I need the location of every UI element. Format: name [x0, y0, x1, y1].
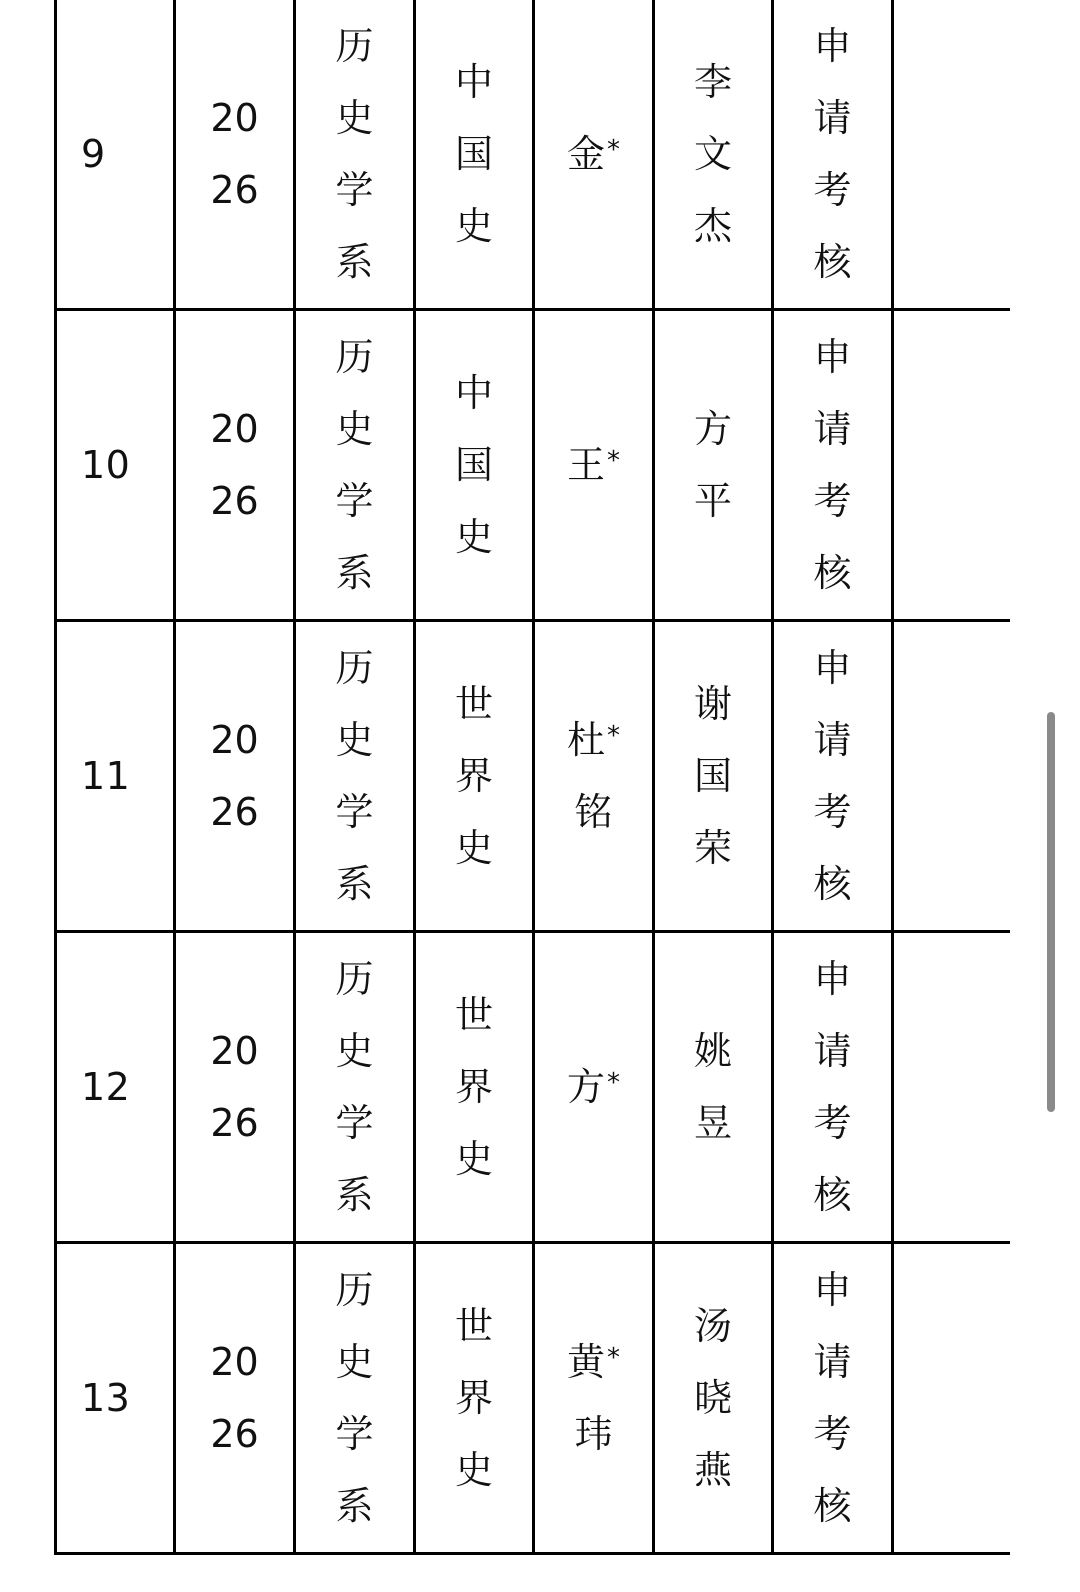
- department-char: 学: [335, 1412, 374, 1456]
- method-char: 核: [813, 1484, 852, 1528]
- method-char: 申: [813, 646, 852, 690]
- advisor-char: 方: [693, 407, 732, 451]
- major-cell: [415, 621, 534, 932]
- table-row: [56, 0, 1011, 310]
- department-char: 历: [335, 1268, 374, 1312]
- advisor-char: 平: [693, 479, 732, 523]
- year-part: 20: [210, 407, 259, 451]
- major-char: 史: [454, 1137, 493, 1181]
- method-char: 申: [813, 957, 852, 1001]
- masked-name-mark: *: [607, 1068, 620, 1098]
- major-char: 国: [454, 132, 493, 176]
- note-cell: [893, 621, 1011, 932]
- major-char: 界: [454, 1376, 493, 1420]
- note-cell: [893, 0, 1011, 310]
- masked-name-mark: *: [607, 135, 620, 165]
- major-char: 中: [454, 371, 493, 415]
- department-char: 史: [335, 1340, 374, 1384]
- advisor-char: 汤: [693, 1304, 732, 1348]
- department-cell: [295, 0, 415, 310]
- masked-name-mark: *: [607, 446, 620, 476]
- year-part: 26: [210, 790, 259, 834]
- advisor-cell: [654, 310, 773, 621]
- year-part: 20: [210, 96, 259, 140]
- department-char: 史: [335, 718, 374, 762]
- major-cell: [415, 0, 534, 310]
- student-char: 铭: [574, 790, 613, 834]
- advisor-char: 国: [693, 754, 732, 798]
- advisor-char: 谢: [693, 682, 732, 726]
- advisor-char: 晓: [693, 1376, 732, 1420]
- major-char: 国: [454, 443, 493, 487]
- method-char: 请: [813, 96, 852, 140]
- student-char: 方: [566, 1065, 605, 1109]
- student-char: 王: [566, 443, 605, 487]
- row-number: 12: [81, 1065, 131, 1109]
- method-char: 请: [813, 718, 852, 762]
- row-number: 10: [81, 443, 131, 487]
- major-char: 史: [454, 204, 493, 248]
- department-char: 历: [335, 24, 374, 68]
- method-char: 申: [813, 1268, 852, 1312]
- major-char: 史: [454, 1448, 493, 1492]
- method-char: 考: [813, 790, 852, 834]
- major-char: 世: [454, 682, 493, 726]
- method-cell: [773, 621, 893, 932]
- year-cell: [175, 932, 295, 1243]
- year-part: 20: [210, 1340, 259, 1384]
- student-line: [535, 1326, 652, 1398]
- student-line: [535, 776, 652, 848]
- advisor-cell: [654, 621, 773, 932]
- method-cell: [773, 1243, 893, 1554]
- major-char: 世: [454, 1304, 493, 1348]
- student-char: 杜: [566, 718, 605, 762]
- year-cell: [175, 621, 295, 932]
- row-number: 11: [81, 754, 131, 798]
- major-char: 界: [454, 754, 493, 798]
- year-part: 26: [210, 1101, 259, 1145]
- advisor-char: 昱: [693, 1101, 732, 1145]
- major-char: 界: [454, 1065, 493, 1109]
- student-line: [535, 429, 652, 501]
- advisor-char: 李: [693, 60, 732, 104]
- method-char: 核: [813, 1173, 852, 1217]
- method-char: 核: [813, 240, 852, 284]
- row-number-cell: [56, 932, 175, 1243]
- year-part: 26: [210, 479, 259, 523]
- student-cell: [534, 621, 654, 932]
- student-line: [535, 704, 652, 776]
- major-char: 史: [454, 826, 493, 870]
- department-char: 系: [335, 862, 374, 906]
- admission-table-viewport: [54, 0, 1010, 1592]
- advisor-char: 燕: [693, 1448, 732, 1492]
- advisor-cell: [654, 932, 773, 1243]
- student-line: [535, 1398, 652, 1470]
- method-char: 考: [813, 168, 852, 212]
- major-char: 史: [454, 515, 493, 559]
- advisor-char: 杰: [693, 204, 732, 248]
- row-number-cell: [56, 0, 175, 310]
- student-char: 金: [566, 132, 605, 176]
- year-part: 26: [210, 1412, 259, 1456]
- table-row: [56, 932, 1011, 1243]
- department-char: 史: [335, 96, 374, 140]
- department-char: 史: [335, 1029, 374, 1073]
- table-body: [56, 0, 1011, 1554]
- major-cell: [415, 310, 534, 621]
- department-char: 系: [335, 551, 374, 595]
- year-cell: [175, 0, 295, 310]
- department-char: 历: [335, 335, 374, 379]
- method-char: 请: [813, 407, 852, 451]
- row-number-cell: [56, 1243, 175, 1554]
- admission-table: [54, 0, 1010, 1555]
- year-part: 20: [210, 1029, 259, 1073]
- method-char: 核: [813, 551, 852, 595]
- row-number-cell: [56, 621, 175, 932]
- department-cell: [295, 621, 415, 932]
- department-char: 系: [335, 1484, 374, 1528]
- note-cell: [893, 310, 1011, 621]
- year-cell: [175, 1243, 295, 1554]
- student-line: [535, 118, 652, 190]
- major-char: 中: [454, 60, 493, 104]
- advisor-char: 姚: [693, 1029, 732, 1073]
- department-char: 学: [335, 168, 374, 212]
- major-cell: [415, 1243, 534, 1554]
- method-char: 考: [813, 1412, 852, 1456]
- note-cell: [893, 1243, 1011, 1554]
- row-number-cell: [56, 310, 175, 621]
- department-char: 系: [335, 1173, 374, 1217]
- student-line: [535, 1051, 652, 1123]
- student-cell: [534, 310, 654, 621]
- department-char: 系: [335, 240, 374, 284]
- masked-name-mark: *: [607, 1343, 620, 1373]
- method-cell: [773, 310, 893, 621]
- year-part: 20: [210, 718, 259, 762]
- student-cell: [534, 0, 654, 310]
- department-char: 学: [335, 790, 374, 834]
- method-char: 申: [813, 335, 852, 379]
- advisor-char: 文: [693, 132, 732, 176]
- table-row: [56, 310, 1011, 621]
- method-char: 考: [813, 1101, 852, 1145]
- student-cell: [534, 932, 654, 1243]
- department-cell: [295, 932, 415, 1243]
- note-cell: [893, 932, 1011, 1243]
- method-char: 请: [813, 1029, 852, 1073]
- department-char: 史: [335, 407, 374, 451]
- method-cell: [773, 0, 893, 310]
- year-part: 26: [210, 168, 259, 212]
- method-char: 申: [813, 24, 852, 68]
- advisor-cell: [654, 1243, 773, 1554]
- advisor-char: 荣: [693, 826, 732, 870]
- table-row: [56, 1243, 1011, 1554]
- student-char: 玮: [574, 1412, 613, 1456]
- advisor-cell: [654, 0, 773, 310]
- method-char: 核: [813, 862, 852, 906]
- department-char: 学: [335, 1101, 374, 1145]
- method-char: 考: [813, 479, 852, 523]
- major-cell: [415, 932, 534, 1243]
- vertical-scrollbar[interactable]: [1047, 712, 1055, 1112]
- department-char: 历: [335, 957, 374, 1001]
- masked-name-mark: *: [607, 721, 620, 751]
- year-cell: [175, 310, 295, 621]
- student-cell: [534, 1243, 654, 1554]
- row-number: 13: [81, 1376, 131, 1420]
- department-char: 历: [335, 646, 374, 690]
- department-cell: [295, 1243, 415, 1554]
- major-char: 世: [454, 993, 493, 1037]
- table-row: [56, 621, 1011, 932]
- method-cell: [773, 932, 893, 1243]
- row-number: 9: [81, 132, 106, 176]
- method-char: 请: [813, 1340, 852, 1384]
- department-cell: [295, 310, 415, 621]
- student-char: 黄: [566, 1340, 605, 1384]
- department-char: 学: [335, 479, 374, 523]
